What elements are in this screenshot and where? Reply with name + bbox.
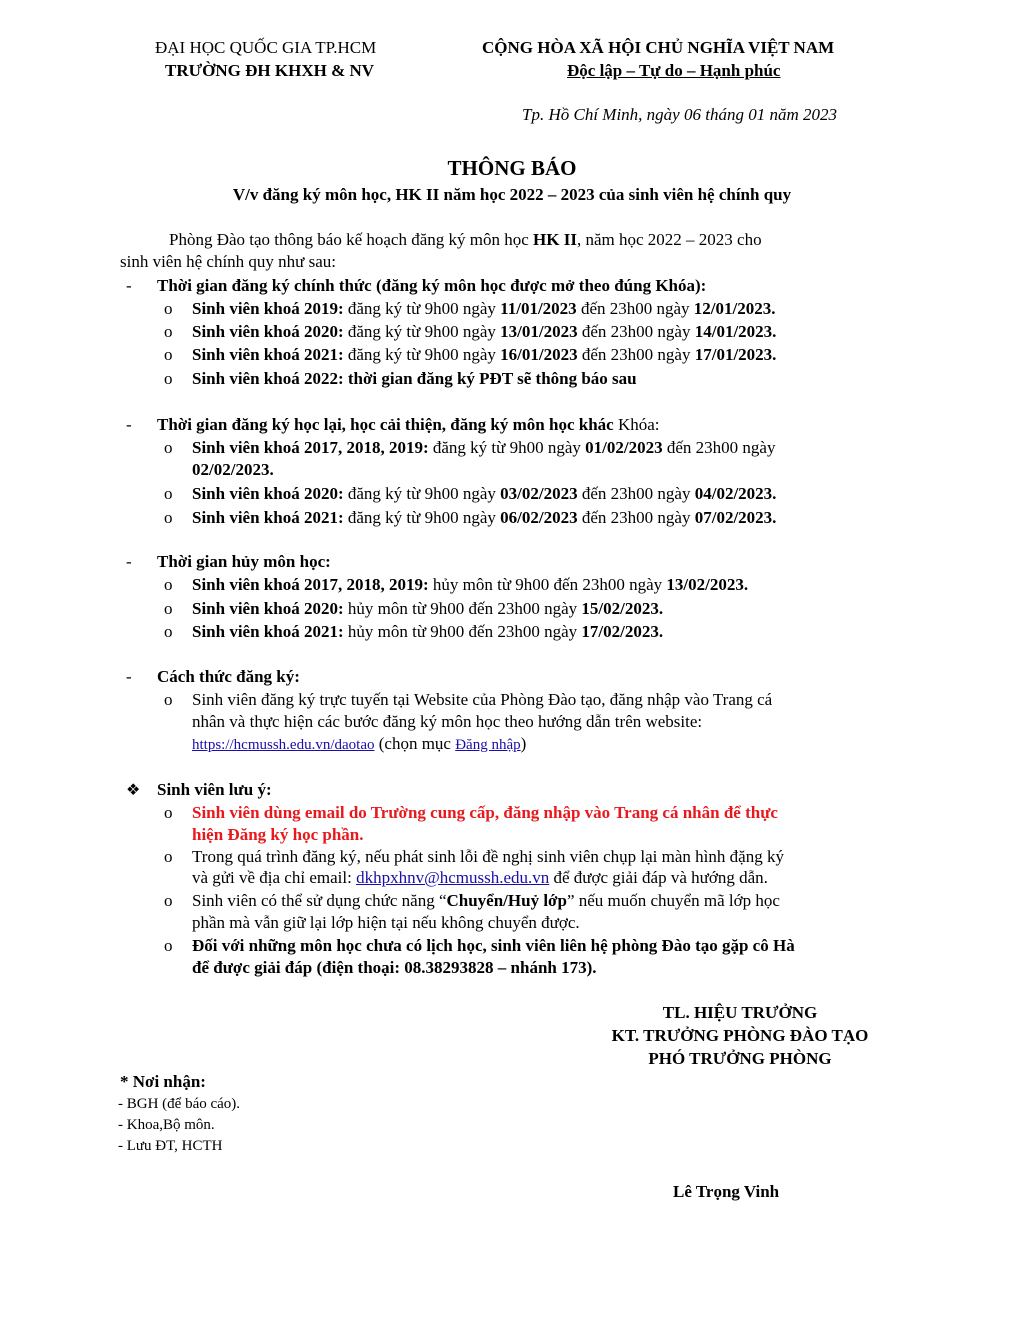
- sec2-item-start-date: 06/02/2023: [500, 508, 578, 527]
- signer-name: Lê Trọng Vinh: [673, 1182, 780, 1201]
- sec3-item: [192, 621, 663, 643]
- daotao-website-link[interactable]: https://hcmussh.edu.vn/daotao: [192, 737, 375, 753]
- republic-title: CỘNG HÒA XÃ HỘI CHỦ NGHĨA VIỆT NAM: [482, 38, 835, 57]
- sec3-item: [192, 574, 748, 596]
- sec1-item-start-date: 11/01/2023: [500, 299, 577, 318]
- sec1-item: [192, 298, 775, 320]
- sec2-item-text: đến 23h00 ngày: [577, 484, 695, 503]
- sec1-item: [192, 344, 776, 366]
- sec1-item-end-date: 12/01/2023.: [693, 299, 776, 318]
- note-error-report: Trong quá trình đăng ký, nếu phát sinh lỗi đề nghị sinh viên chụp lại màn hình đặng ký: [192, 847, 784, 866]
- transfer-function-name: Chuyển/Huỷ lớp: [446, 891, 567, 910]
- recipient-item: - Lưu ĐT, HCTH: [118, 1138, 223, 1154]
- notes-bullet: o: [164, 936, 173, 955]
- sec2-bullet: o: [164, 508, 173, 527]
- sec3-item-date: 15/02/2023.: [581, 599, 664, 618]
- sec1-dash: -: [126, 276, 132, 295]
- sec3-item-label: Sinh viên khoá 2020:: [192, 599, 344, 618]
- sec4-paren-close: ): [520, 734, 527, 753]
- sec1-bullet: o: [164, 322, 173, 341]
- sec1-item-end-date: 17/01/2023.: [694, 345, 777, 364]
- sec2-heading: Thời gian đăng ký học lại, học cải thiện, đăng ký môn học khác: [157, 415, 614, 434]
- sec2-item-end-date: 02/02/2023.: [192, 460, 274, 479]
- sec1-bullet: o: [164, 299, 173, 318]
- sec4-line-1: Sinh viên đăng ký trực tuyến tại Website của Phòng Đào tạo, đăng nhập vào Trang cá: [192, 690, 773, 709]
- sec3-bullet: o: [164, 599, 173, 618]
- support-email-link[interactable]: dkhpxhnv@hcmussh.edu.vn: [356, 868, 550, 887]
- sec1-item-text: đến 23h00 ngày: [577, 322, 695, 341]
- date-line: Tp. Hồ Chí Minh, ngày 06 tháng 01 năm 2023: [522, 105, 837, 124]
- sec1-item-start-date: 16/01/2023: [500, 345, 578, 364]
- sec2-item-start-date: 01/02/2023: [585, 438, 663, 457]
- university-name: ĐẠI HỌC QUỐC GIA TP.HCM: [155, 38, 377, 57]
- sec2-item-text: đăng ký từ 9h00 ngày: [343, 508, 501, 527]
- sec1-item-text: đến 23h00 ngày: [577, 345, 695, 364]
- note-error-text-b: để được giải đáp và hướng dẫn.: [549, 868, 768, 887]
- sec2-item-start-date: 03/02/2023: [500, 484, 578, 503]
- sec2-item-label: Sinh viên khoá 2017, 2018, 2019:: [192, 438, 429, 457]
- sec1-item-text: đến 23h00 ngày: [576, 299, 694, 318]
- intro-text-c: , năm học 2022 – 2023 cho: [576, 230, 762, 249]
- signature-line-3: PHÓ TRƯỞNG PHÒNG: [648, 1049, 832, 1068]
- sec2-bullet: o: [164, 438, 173, 457]
- sec3-bullet: o: [164, 575, 173, 594]
- note-transfer-text-a: Sinh viên có thể sử dụng chức năng “: [192, 891, 447, 910]
- note-error-text-a: và gửi về địa chỉ email:: [192, 868, 357, 887]
- sec2-item: [192, 483, 776, 505]
- sec2-dash: -: [126, 415, 132, 434]
- national-motto: Độc lập – Tự do – Hạnh phúc: [567, 61, 781, 80]
- note-email-login: Sinh viên dùng email do Trường cung cấp, đăng nhập vào Trang cá nhân để thực: [192, 803, 778, 822]
- sec3-item-label: Sinh viên khoá 2017, 2018, 2019:: [192, 575, 429, 594]
- recipient-item: - BGH (để báo cáo).: [118, 1096, 241, 1112]
- sec2-item-end-date: 07/02/2023.: [694, 508, 777, 527]
- sec2-bullet: o: [164, 484, 173, 503]
- sec1-item: [192, 321, 776, 343]
- intro-semester: HK II: [533, 230, 577, 249]
- document-title: THÔNG BÁO: [447, 156, 577, 180]
- sec3-item-text: hủy môn từ 9h00 đến 23h00 ngày: [343, 599, 582, 618]
- sec3-item-text: hủy môn từ 9h00 đến 23h00 ngày: [428, 575, 667, 594]
- sec4-heading: Cách thức đăng ký:: [157, 667, 300, 686]
- intro-line-2: sinh viên hệ chính quy như sau:: [120, 252, 337, 271]
- diamond-bullet-icon: ❖: [126, 780, 141, 799]
- sec3-item-text: hủy môn từ 9h00 đến 23h00 ngày: [343, 622, 582, 641]
- sec2-item-text: đến 23h00 ngày: [662, 438, 776, 457]
- sec3-item-date: 13/02/2023.: [666, 575, 749, 594]
- note-transfer-text-b: ” nếu muốn chuyển mã lớp học: [566, 891, 780, 910]
- login-link[interactable]: Đăng nhập: [455, 737, 521, 753]
- sec1-item-label: Sinh viên khoá 2019:: [192, 299, 344, 318]
- note-error-report-cont: [192, 867, 768, 889]
- sec1-item-text: đăng ký từ 9h00 ngày: [343, 299, 501, 318]
- sec2-item: [192, 437, 775, 459]
- sec3-item-label: Sinh viên khoá 2021:: [192, 622, 344, 641]
- sec2-item-label: Sinh viên khoá 2020:: [192, 484, 344, 503]
- sec1-bullet: o: [164, 369, 173, 388]
- note-contact: Đối với những môn học chưa có lịch học, sinh viên liên hệ phòng Đào tạo gặp cô Hà: [192, 936, 795, 955]
- sec1-item-text: đăng ký từ 9h00 ngày: [343, 345, 501, 364]
- sec4-line-3: [192, 733, 526, 756]
- notes-bullet: o: [164, 891, 173, 910]
- sec4-dash: -: [126, 667, 132, 686]
- sec1-item-end-date: 14/01/2023.: [694, 322, 777, 341]
- signature-line-2: KT. TRƯỞNG PHÒNG ĐÀO TẠO: [611, 1026, 869, 1045]
- sec2-item-end-date: 04/02/2023.: [694, 484, 777, 503]
- document-subject: V/v đăng ký môn học, HK II năm học 2022 – 2023 của sinh viên hệ chính quy: [232, 185, 792, 204]
- sec1-item-label: Sinh viên khoá 2020:: [192, 322, 344, 341]
- intro-line-1: [169, 229, 762, 251]
- note-contact-cont: để được giải đáp (điện thoại: 08.38293828 – nhánh 173).: [192, 958, 597, 977]
- sec2-item-text: đăng ký từ 9h00 ngày: [343, 484, 501, 503]
- recipients-heading: * Nơi nhận:: [120, 1072, 206, 1091]
- notes-heading: Sinh viên lưu ý:: [157, 780, 272, 799]
- note-transfer-class-cont: phần mà vẫn giữ lại lớp hiện tại nếu không chuyển được.: [192, 913, 580, 932]
- sec1-bullet: o: [164, 345, 173, 364]
- sec2-item: [192, 507, 776, 529]
- sec1-item-label: Sinh viên khoá 2021:: [192, 345, 344, 364]
- sec2-heading-tail: Khóa:: [613, 415, 660, 434]
- sec3-item-date: 17/02/2023.: [581, 622, 664, 641]
- notes-bullet: o: [164, 803, 173, 822]
- signature-line-1: TL. HIỆU TRƯỞNG: [662, 1003, 818, 1022]
- sec4-line-2: nhân và thực hiện các bước đăng ký môn học theo hướng dẫn trên website:: [192, 712, 703, 731]
- sec3-dash: -: [126, 552, 132, 571]
- sec3-item: [192, 598, 663, 620]
- sec3-heading: Thời gian hủy môn học:: [157, 552, 331, 571]
- notes-bullet: o: [164, 847, 173, 866]
- sec2-item-text: đến 23h00 ngày: [577, 508, 695, 527]
- sec2-item-label: Sinh viên khoá 2021:: [192, 508, 344, 527]
- sec1-item-text: đăng ký từ 9h00 ngày: [343, 322, 501, 341]
- sec1-item-start-date: 13/01/2023: [500, 322, 578, 341]
- sec4-paren-open: (chọn mục: [374, 734, 456, 753]
- sec4-bullet: o: [164, 690, 173, 709]
- sec1-item-2022: Sinh viên khoá 2022: thời gian đăng ký PĐT sẽ thông báo sau: [192, 369, 637, 388]
- school-name: TRƯỜNG ĐH KHXH & NV: [165, 61, 375, 80]
- note-email-login-cont: hiện Đăng ký học phần.: [192, 825, 364, 844]
- note-transfer-class: [192, 890, 780, 912]
- sec1-heading: Thời gian đăng ký chính thức (đăng ký môn học được mở theo đúng Khóa):: [157, 276, 707, 295]
- sec2-item-text: đăng ký từ 9h00 ngày: [428, 438, 586, 457]
- intro-text-a: Phòng Đào tạo thông báo kế hoạch đăng ký môn học: [169, 230, 534, 249]
- sec3-bullet: o: [164, 622, 173, 641]
- recipient-item: - Khoa,Bộ môn.: [118, 1117, 215, 1133]
- sec2-heading-line: [157, 414, 660, 436]
